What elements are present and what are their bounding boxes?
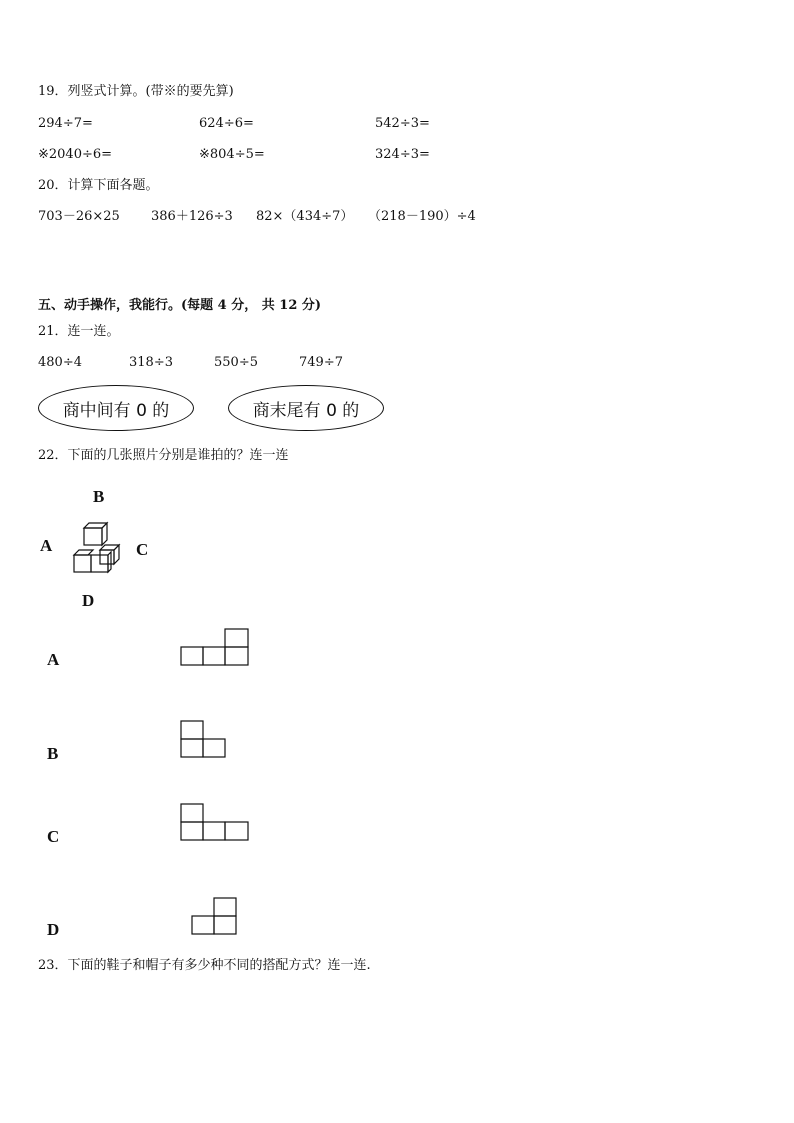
q22-title: 22．下面的几张照片分别是谁拍的？连一连 [38,448,289,463]
q19-expr-1: 294÷7= [38,116,93,131]
view-d-figure[interactable] [192,897,240,937]
direction-d-label: D [82,591,95,610]
q19-expr-3: 542÷3= [375,116,430,131]
oval-middle-zero[interactable] [38,385,194,431]
q19-expr-4: ※2040÷6= [38,147,113,162]
view-label-c: C [47,827,60,846]
view-label-b: B [47,744,59,763]
section-5-heading: 五、动手操作，我能行。(每题 4 分， 共 12 分) [38,298,322,313]
q20-expr-3: 82×（434÷7） [256,209,354,224]
cube-stack-figure [70,521,120,575]
q20-title: 20．计算下面各题。 [38,178,159,193]
q19-title: 19．列竖式计算。(带※的要先算) [38,84,234,99]
oval-middle-zero-label: 商中间有 0 的 [62,400,170,421]
q19-expr-5: ※804÷5= [199,147,265,162]
oval-end-zero-label: 商末尾有 0 的 [252,400,360,421]
view-a-figure[interactable] [181,628,251,666]
view-c-figure[interactable] [181,803,251,843]
q19-expr-6: 324÷3= [375,147,430,162]
q20-expr-1: 703－26×25 [38,209,120,224]
direction-a-label: A [40,536,53,555]
q20-expr-2: 386＋126÷3 [151,209,233,224]
q21-expr-2: 318÷3 [129,355,173,370]
view-b-figure[interactable] [181,720,229,760]
view-label-d: D [47,920,60,939]
q21-expr-1: 480÷4 [38,355,82,370]
q20-expr-4: （218－190）÷4 [368,209,476,224]
q23-title: 23．下面的鞋子和帽子有多少种不同的搭配方式？连一连. [38,958,371,973]
direction-b-label: B [93,487,105,506]
q21-expr-4: 749÷7 [299,355,343,370]
oval-end-zero[interactable] [228,385,384,431]
q21-expr-3: 550÷5 [214,355,258,370]
view-label-a: A [47,650,60,669]
direction-c-label: C [136,540,149,559]
q19-expr-2: 624÷6= [199,116,254,131]
q21-title: 21．连一连。 [38,324,120,339]
